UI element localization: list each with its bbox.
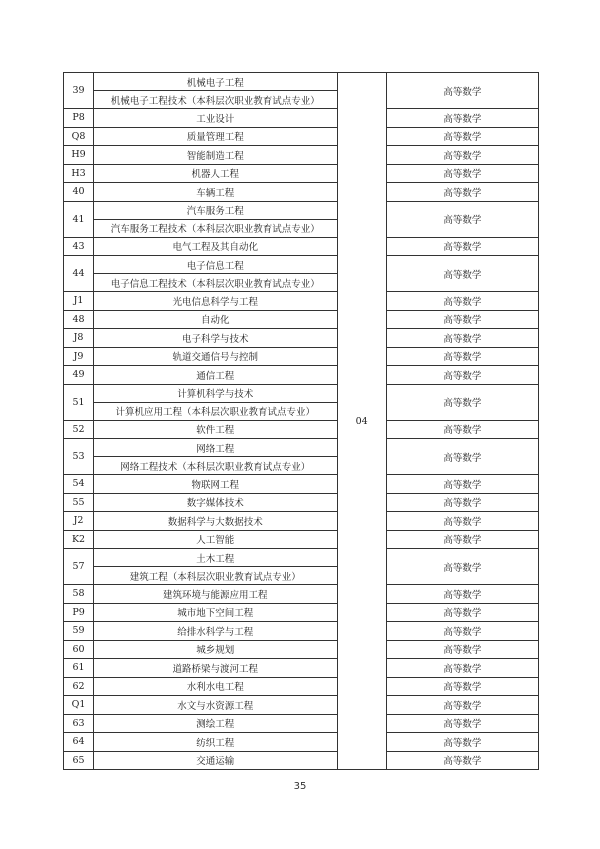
table-row [64,109,539,128]
table-row [64,640,539,659]
table-row [64,146,539,165]
major-code-cell: 64 [64,733,94,752]
major-code-cell: 62 [64,677,94,696]
major-code-cell: H9 [64,146,94,165]
exam-subject-cell: 高等数学 [386,714,538,733]
major-name-cell: 质量管理工程 [94,127,338,146]
major-name-cell: 数字媒体技术 [94,493,338,512]
exam-subject-cell: 高等数学 [386,530,538,549]
major-name: 汽车服务工程技术（本科层次职业教育试点专业） [110,224,320,235]
major-name-cell: 水文与水资源工程 [94,696,338,715]
major-name-cell: 物联网工程 [94,475,338,494]
major-name-cell: 通信工程 [94,366,338,385]
exam-subject-cell: 高等数学 [386,73,538,109]
major-code-cell: 65 [64,751,94,770]
table-row [64,585,539,604]
table-row [64,475,539,494]
major-name: 汽车服务工程 [94,202,337,220]
major-name-cell: 光电信息科学与工程 [94,292,338,311]
major-name-cell: 建筑环境与能源应用工程 [94,585,338,604]
major-code-cell: 61 [64,659,94,678]
major-name-cell: 水利水电工程 [94,677,338,696]
table-row [64,292,539,311]
exam-subject-cell: 高等数学 [386,420,538,439]
exam-subject-cell: 高等数学 [386,201,538,237]
exam-subject-cell: 高等数学 [386,751,538,770]
major-name: 计算机应用工程（本科层次职业教育试点专业） [115,407,316,418]
major-code-cell: 58 [64,585,94,604]
table-body [64,73,539,770]
major-code-cell: K2 [64,530,94,549]
table-row [64,366,539,385]
table-row [64,733,539,752]
exam-subject-cell: 高等数学 [386,659,538,678]
major-name-cell: 数据科学与大数据技术 [94,512,338,531]
major-name: 计算机科学与技术 [94,385,337,403]
major-name-cell: 车辆工程 [94,183,338,202]
major-subject-table [63,72,539,770]
table-row [64,256,539,292]
table-row [64,696,539,715]
major-code-cell: 44 [64,256,94,292]
major-code-cell: 53 [64,439,94,475]
exam-subject-cell: 高等数学 [386,603,538,622]
major-name-cell: 工业设计 [94,109,338,128]
table-row [64,201,539,237]
exam-subject-cell: 高等数学 [386,109,538,128]
major-code-cell: 49 [64,366,94,385]
table-row [64,329,539,348]
major-name-cell: 测绘工程 [94,714,338,733]
major-code-cell: 52 [64,420,94,439]
table-row [64,622,539,641]
major-code-cell: J1 [64,292,94,311]
major-code-cell: 59 [64,622,94,641]
major-code-cell: 39 [64,73,94,109]
exam-subject-cell: 高等数学 [386,733,538,752]
major-code-cell: 43 [64,237,94,256]
exam-subject-cell: 高等数学 [386,549,538,585]
table-row [64,549,539,585]
major-name-cell: 城乡规划 [94,640,338,659]
major-name-cell: 给排水科学与工程 [94,622,338,641]
exam-group-code-cell: 04 [337,73,386,770]
major-code-cell: J8 [64,329,94,348]
major-code-cell: 51 [64,384,94,420]
major-name-cell [94,439,338,475]
exam-subject-cell: 高等数学 [386,347,538,366]
exam-subject-cell: 高等数学 [386,493,538,512]
major-name-cell: 纺织工程 [94,733,338,752]
table-row [64,384,539,420]
major-name: 电子信息工程技术（本科层次职业教育试点专业） [110,278,320,290]
exam-subject-cell: 高等数学 [386,585,538,604]
exam-subject-cell: 高等数学 [386,696,538,715]
exam-subject-cell: 高等数学 [386,622,538,641]
page-number: 35 [293,781,307,792]
table-row [64,183,539,202]
major-name: 机械电子工程技术（本科层次职业教育试点专业） [110,95,320,107]
major-name-cell: 人工智能 [94,530,338,549]
major-name-cell: 交通运输 [94,751,338,770]
major-name: 土木工程 [94,549,337,567]
exam-subject-cell: 高等数学 [386,146,538,165]
exam-subject-cell: 高等数学 [386,384,538,420]
table-row [64,127,539,146]
major-code-cell: P9 [64,603,94,622]
exam-subject-cell: 高等数学 [386,310,538,329]
major-name: 建筑工程（本科层次职业教育试点专业） [129,571,301,583]
table-row [64,310,539,329]
table-row [64,237,539,256]
major-name: 机械电子工程 [94,73,337,91]
major-name: 网络工程 [94,439,337,457]
exam-subject-cell: 高等数学 [386,512,538,531]
major-name: 电子信息工程 [94,256,337,274]
major-name-cell: 轨道交通信号与控制 [94,347,338,366]
exam-subject-cell: 高等数学 [386,439,538,475]
major-code-cell: J9 [64,347,94,366]
major-name-cell [94,201,338,237]
major-code-cell: Q8 [64,127,94,146]
major-code-cell: 48 [64,310,94,329]
table-row [64,439,539,475]
exam-subject-cell: 高等数学 [386,237,538,256]
table-row [64,164,539,183]
exam-subject-cell: 高等数学 [386,475,538,494]
exam-subject-cell: 高等数学 [386,256,538,292]
table-row [64,603,539,622]
exam-subject-cell: 高等数学 [386,366,538,385]
table-row [64,714,539,733]
major-name-cell [94,549,338,585]
major-code-cell: 55 [64,493,94,512]
major-code-cell: 54 [64,475,94,494]
major-name-cell: 城市地下空间工程 [94,603,338,622]
major-name-cell [94,256,338,292]
major-code-cell: Q1 [64,696,94,715]
major-code-cell: J2 [64,512,94,531]
table-row [64,73,539,109]
major-code-cell: P8 [64,109,94,128]
major-name: 网络工程技术（本科层次职业教育试点专业） [120,461,311,473]
exam-subject-cell: 高等数学 [386,292,538,311]
table-row [64,347,539,366]
table-row [64,530,539,549]
exam-subject-cell: 高等数学 [386,183,538,202]
table-row [64,493,539,512]
major-code-cell: 57 [64,549,94,585]
major-name-cell: 道路桥梁与渡河工程 [94,659,338,678]
major-name-cell [94,73,338,109]
exam-subject-cell: 高等数学 [386,127,538,146]
major-name-cell: 电子科学与技术 [94,329,338,348]
major-name-cell [94,384,338,420]
major-name-cell: 自动化 [94,310,338,329]
major-code-cell: 60 [64,640,94,659]
exam-subject-cell: 高等数学 [386,329,538,348]
table-row [64,677,539,696]
table-row [64,659,539,678]
exam-subject-cell: 高等数学 [386,677,538,696]
table-row [64,420,539,439]
major-code-cell: 41 [64,201,94,237]
major-name-cell: 软件工程 [94,420,338,439]
major-name-cell: 机器人工程 [94,164,338,183]
major-code-cell: H3 [64,164,94,183]
major-name-cell: 智能制造工程 [94,146,338,165]
major-code-cell: 63 [64,714,94,733]
exam-subject-cell: 高等数学 [386,640,538,659]
major-name-cell: 电气工程及其自动化 [94,237,338,256]
table-row [64,512,539,531]
major-code-cell: 40 [64,183,94,202]
exam-subject-cell: 高等数学 [386,164,538,183]
table-row [64,751,539,770]
